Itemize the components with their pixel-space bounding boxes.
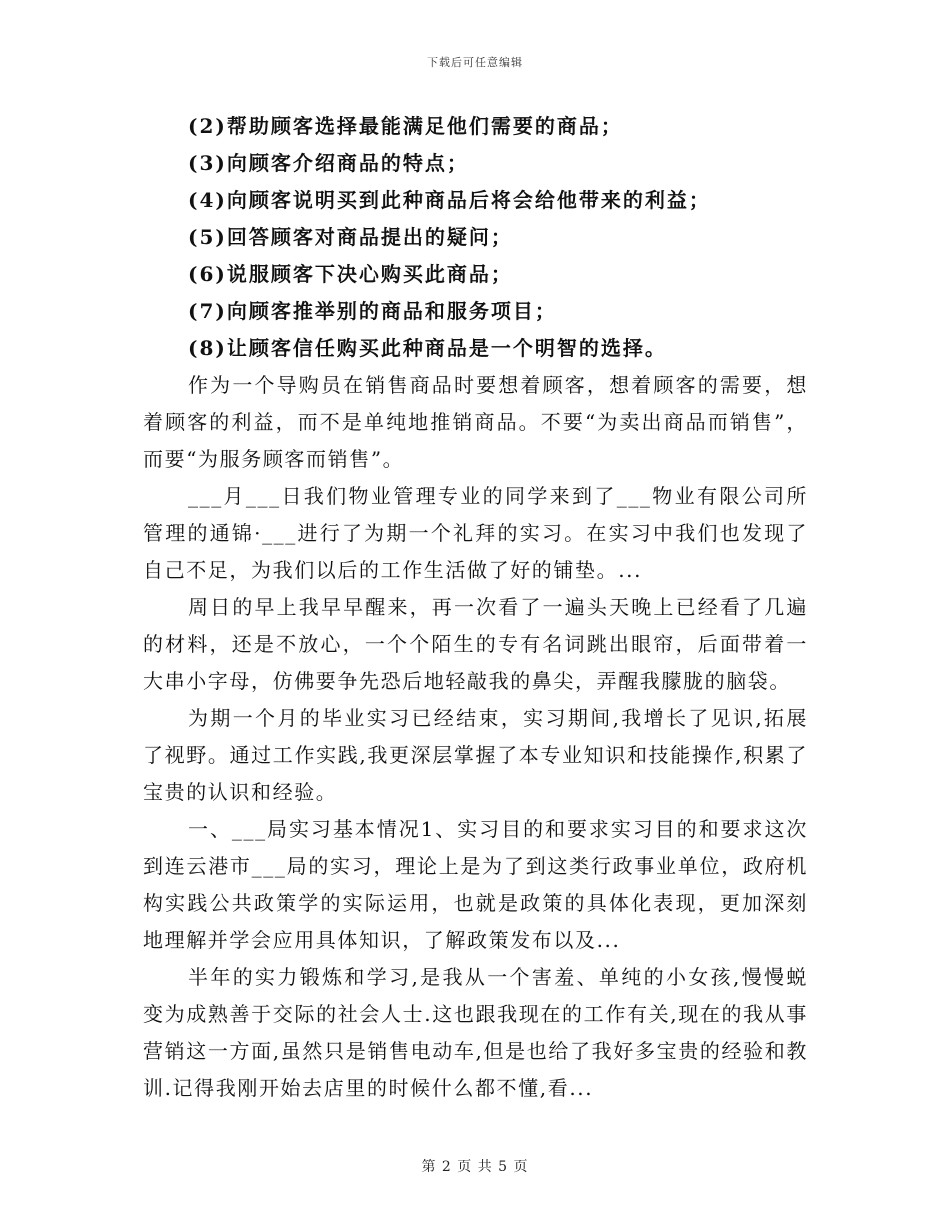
document-body	[143, 108, 808, 1107]
paragraph: 作为一个导购员在销售商品时要想着顾客，想着顾客的需要，想着顾客的利益，而不是单纯地推销商品。不要“为卖出商品而销售”，而要“为服务顾客而销售”。	[143, 373, 808, 471]
list-item: (8)让顾客信任购买此种商品是一个明智的选择。	[188, 336, 667, 360]
paragraph: ___月___日我们物业管理专业的同学来到了___物业有限公司所管理的通锦·___进行了为期一个礼拜的实习。在实习中我们也发现了自己不足，为我们以后的工作生活做了好的铺垫。...	[143, 484, 808, 582]
list-item: (5)回答顾客对商品提出的疑问；	[188, 225, 513, 249]
header-note: 下载后可任意编辑	[427, 56, 523, 69]
paragraph: 一、___局实习基本情况1、实习目的和要求实习目的和要求这次到连云港市___局的实习，理论上是为了到这类行政事业单位，政府机构实践公共政策学的实际运用，也就是政策的具体化表现，更加深刻地理解并学会应用具体知识，了解政策发布以及...	[143, 817, 808, 952]
page-number: 第 2 页 共 5 页	[421, 1159, 529, 1175]
list-item: (4)向顾客说明买到此种商品后将会给他带来的利益；	[188, 188, 711, 212]
list-item: (6)说服顾客下决心购买此商品；	[188, 262, 513, 286]
list-item: (3)向顾客介绍商品的特点；	[188, 151, 469, 175]
paragraph: 半年的实力锻炼和学习,是我从一个害羞、单纯的小女孩,慢慢蜕变为成熟善于交际的社会人士.这也跟我现在的工作有关,现在的我从事营销这一方面,虽然只是销售电动车,但是也给了我好多宝贵的经验和教训.记得我刚开始去店里的时候什么都不懂,看...	[143, 965, 808, 1100]
list-item: (7)向顾客推举别的商品和服务项目；	[188, 299, 557, 323]
paragraph: 为期一个月的毕业实习已经结束，实习期间,我增长了见识,拓展了视野。通过工作实践,我更深层掌握了本专业知识和技能操作,积累了宝贵的认识和经验。	[143, 706, 808, 804]
list-item: (2)帮助顾客选择最能满足他们需要的商品；	[188, 114, 623, 138]
paragraph: 周日的早上我早早醒来，再一次看了一遍头天晚上已经看了几遍的材料，还是不放心，一个个陌生的专有名词跳出眼帘，后面带着一大串小字母，仿佛要争先恐后地轻敲我的鼻尖，弄醒我朦胧的脑袋。	[143, 595, 808, 693]
